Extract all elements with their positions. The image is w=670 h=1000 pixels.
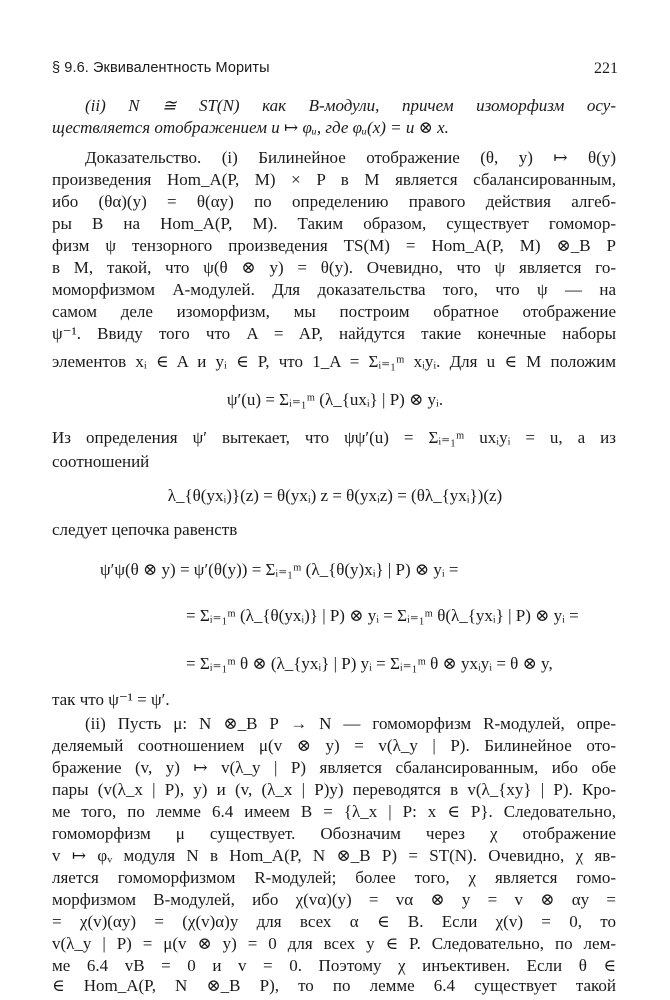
text-line: ме 6.4 vB = 0 и v = 0. Поэтому χ инъективен. Если θ ∈ <box>52 956 616 975</box>
text-line: ры B на Hom_A(P, M). Таким образом, существует гомомор- <box>52 214 616 233</box>
text-line: морфизмом B-модулей, ибо χ(vα)(y) = vα ⊗ y = v ⊗ αy = <box>52 890 616 909</box>
text-line: физм ψ тензорного произведения TS(M) = Hom_A(P, M) ⊗_B P <box>52 236 616 255</box>
text-line: Из определения ψ′ вытекает, что ψψ′(u) = Σᵢ₌₁ᵐ uxᵢyᵢ = u, а из <box>52 428 616 447</box>
text-line: (ii) N ≅ ST(N) как B-модули, причем изоморфизм осу- <box>85 96 616 115</box>
text-line: ляется гомоморфизмом R-модулей; более того, χ является гомо- <box>52 868 616 887</box>
text-line: ψ⁻¹. Ввиду того что A = AP, найдутся такие конечные наборы <box>52 324 616 343</box>
text-line: гомоморфизм μ существует. Обозначим через χ отображение <box>52 824 616 843</box>
text-line: следует цепочка равенств <box>52 520 238 539</box>
text-line: бражение (v, y) ↦ v(λ_y | P) является сбалансированным, ибо обе <box>52 758 616 777</box>
text-line: самом деле изоморфизм, мы построим обратное отображение <box>52 302 616 321</box>
page-number: 221 <box>594 60 618 77</box>
text-line: элементов xᵢ ∈ A и yᵢ ∈ P, что 1_A = Σᵢ₌₁ᵐ xᵢyᵢ. Для u ∈ M положим <box>52 352 616 371</box>
text-line: деляемый соотношением μ(v ⊗ y) = v(λ_y | P). Билинейное ото- <box>52 736 616 755</box>
text-line: ∈ Hom_A(P, N ⊗_B P), то по лемме 6.4 существует такой <box>52 976 616 995</box>
text-line: ме того, по лемме 6.4 имеем B = {λ_x | P: x ∈ P}. Следовательно, <box>52 802 616 821</box>
text-line: соотношений <box>52 452 150 471</box>
text-line: ибо (θα)(y) = θ(αy) по определению правого действия алгеб- <box>52 192 616 211</box>
running-header <box>52 60 618 82</box>
formula: ψ′(u) = Σᵢ₌₁ᵐ (λ_{uxᵢ} | P) ⊗ yᵢ. <box>226 390 444 409</box>
text-line: v ↦ φᵥ модуля N в Hom_A(P, N ⊗_B P) = ST(N). Очевидно, χ яв- <box>52 846 616 865</box>
text-line: так что ψ⁻¹ = ψ′. <box>52 690 170 709</box>
text-line: = χ(v)(αy) = (χ(v)α)y для всех α ∈ B. Если χ(v) = 0, то <box>52 912 616 931</box>
text-line: пары (v(λ_x | P), y) и (v, (λ_x | P)y) переводятся в v(λ_{xy} | P). Кро- <box>52 780 616 799</box>
formula: ψ′ψ(θ ⊗ y) = ψ′(θ(y)) = Σᵢ₌₁ᵐ (λ_{θ(y)xᵢ} | P) ⊗ yᵢ = <box>100 560 459 579</box>
text-line: в M, такой, что ψ(θ ⊗ y) = θ(y). Очевидно, что ψ является го- <box>52 258 616 277</box>
text-line: v(λ_y | P) = μ(v ⊗ y) = 0 для всех y ∈ P. Следовательно, по лем- <box>52 934 616 953</box>
formula: = Σᵢ₌₁ᵐ (λ_{θ(yxᵢ)} | P) ⊗ yᵢ = Σᵢ₌₁ᵐ θ(λ_{yxᵢ} | P) ⊗ yᵢ = <box>186 606 579 625</box>
formula: λ_{θ(yxᵢ)}(z) = θ(yxᵢ) z = θ(yxᵢz) = (θλ_{yxᵢ})(z) <box>167 486 503 505</box>
text-line: моморфизмом A-модулей. Для доказательства того, что ψ — на <box>52 280 616 299</box>
formula: = Σᵢ₌₁ᵐ θ ⊗ (λ_{yxᵢ} | P) yᵢ = Σᵢ₌₁ᵐ θ ⊗ yxᵢyᵢ = θ ⊗ y, <box>186 654 553 673</box>
text-line: (ii) Пусть μ: N ⊗_B P → N — гомоморфизм R-модулей, опре- <box>85 714 616 733</box>
text-line: произведения Hom_A(P, M) × P в M является сбалансированным, <box>52 170 616 189</box>
section-title: § 9.6. Эквивалентность Мориты <box>52 60 270 76</box>
text-line: ществляется отображением u ↦ φᵤ, где φᵤ(x) = u ⊗ x. <box>52 118 449 137</box>
text-line: Доказательство. (i) Билинейное отображение (θ, y) ↦ θ(y) <box>85 148 616 167</box>
